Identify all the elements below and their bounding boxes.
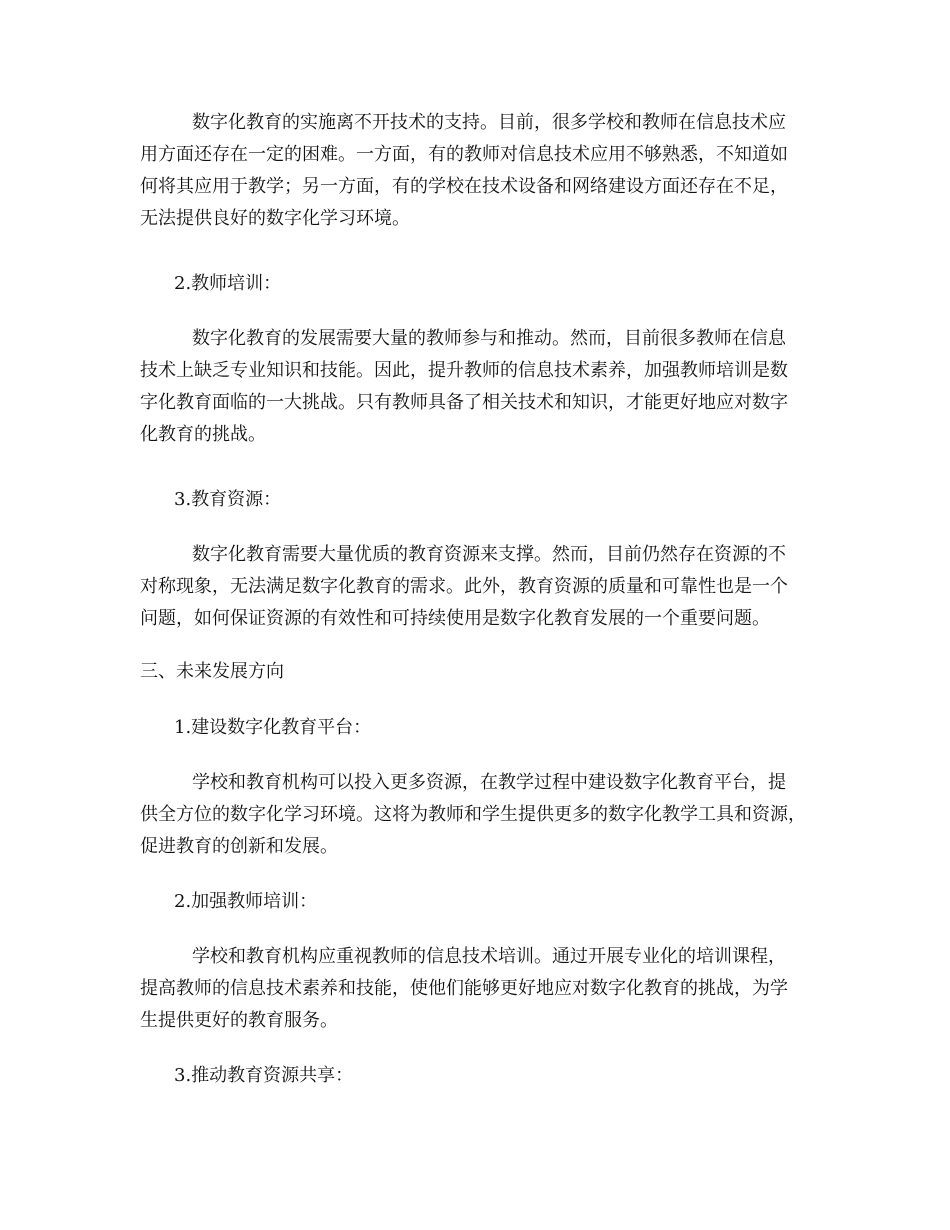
text-line: 数字化教育的发展需要大量的教师参与和推动。然而，目前很多教师在信息 xyxy=(192,328,786,349)
list-item-teacher-training: 2.教师培训： xyxy=(174,273,282,294)
text-line: 何将其应用于教学；另一方面，有的学校在技术设备和网络建设方面还存在不足， xyxy=(140,176,788,197)
paragraph-tech-support xyxy=(140,107,820,235)
text-line: 数字化教育的实施离不开技术的支持。目前，很多学校和教师在信息技术应 xyxy=(192,112,786,133)
list-item-resource-sharing: 3.推动教育资源共享： xyxy=(174,1065,354,1086)
text-line: 无法提供良好的数字化学习环境。 xyxy=(140,208,410,229)
text-line: 学校和教育机构应重视教师的信息技术培训。通过开展专业化的培训课程， xyxy=(192,946,786,967)
list-item-build-platform: 1.建设数字化教育平台： xyxy=(174,717,372,738)
text-line: 问题，如何保证资源的有效性和可持续使用是数字化教育发展的一个重要问题。 xyxy=(140,608,770,629)
text-line: 数字化教育需要大量优质的教育资源来支撑。然而，目前仍然存在资源的不 xyxy=(192,544,786,565)
list-item-education-resources: 3.教育资源： xyxy=(174,489,282,510)
text-line: 供全方位的数字化学习环境。这将为教师和学生提供更多的数字化教学工具和资源， xyxy=(140,804,806,825)
text-line: 学校和教育机构可以投入更多资源，在教学过程中建设数字化教育平台，提 xyxy=(192,772,786,793)
text-line: 促进教育的创新和发展。 xyxy=(140,836,338,857)
paragraph-education-resources xyxy=(140,539,820,635)
text-line: 提高教师的信息技术素养和技能，使他们能够更好地应对数字化教育的挑战，为学 xyxy=(140,978,788,999)
paragraph-teacher-training xyxy=(140,323,820,451)
text-line: 生提供更好的教育服务。 xyxy=(140,1010,338,1031)
paragraph-build-platform xyxy=(140,767,820,863)
paragraph-strengthen-training xyxy=(140,941,820,1037)
text-line: 对称现象，无法满足数字化教育的需求。此外，教育资源的质量和可靠性也是一个 xyxy=(140,576,788,597)
text-line: 字化教育面临的一大挑战。只有教师具备了相关技术和知识，才能更好地应对数字 xyxy=(140,392,788,413)
text-line: 技术上缺乏专业知识和技能。因此，提升教师的信息技术素养，加强教师培训是数 xyxy=(140,360,788,381)
text-line: 化教育的挑战。 xyxy=(140,424,266,445)
section-heading: 三、未来发展方向 xyxy=(140,661,284,682)
text-line: 用方面还存在一定的困难。一方面，有的教师对信息技术应用不够熟悉，不知道如 xyxy=(140,144,788,165)
list-item-strengthen-training: 2.加强教师培训： xyxy=(174,891,318,912)
